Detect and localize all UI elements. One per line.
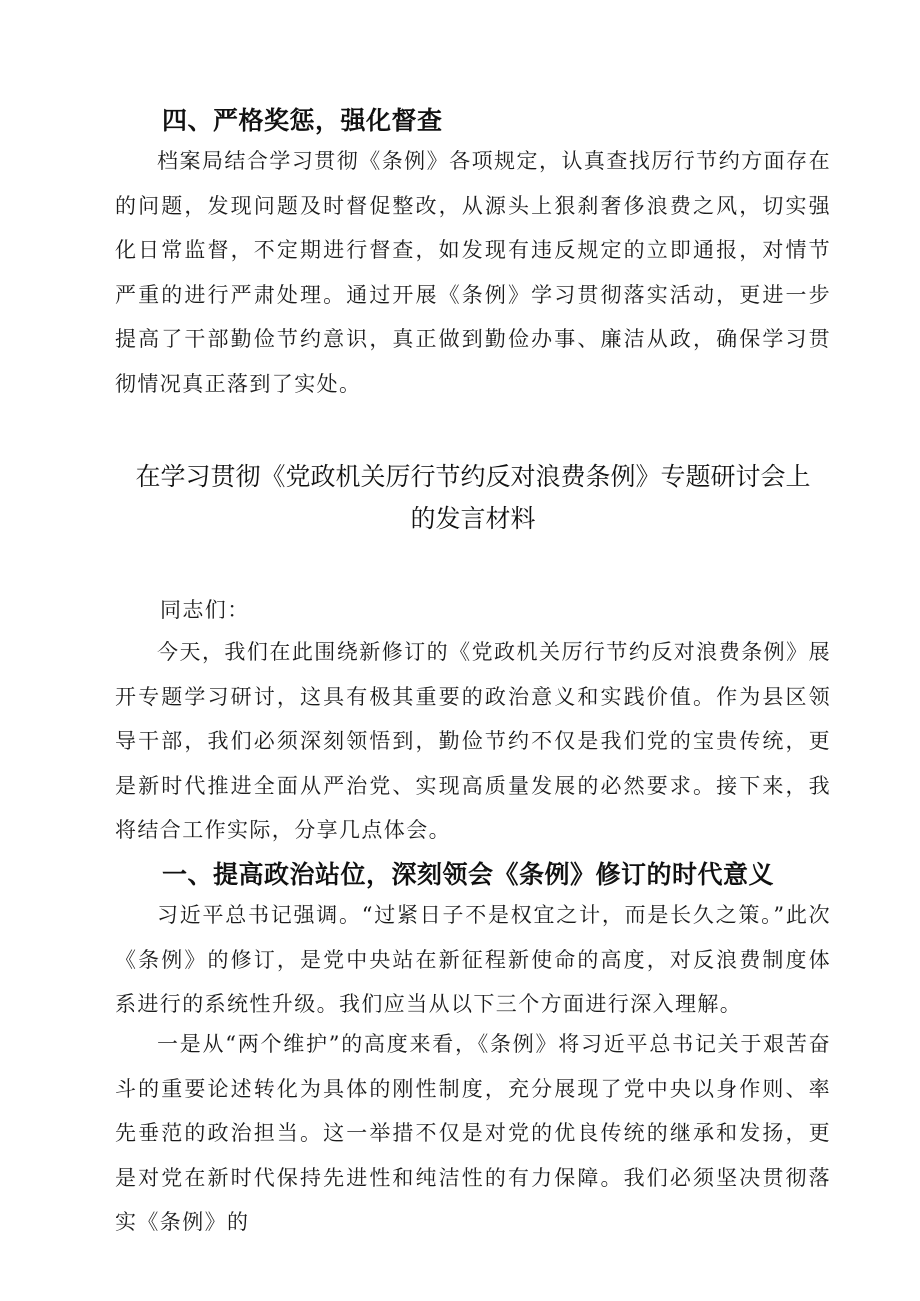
- speech-title-line-2: 的发言材料: [410, 504, 536, 533]
- section-4-heading: 四、严格奖惩，强化督查: [162, 106, 443, 135]
- section-1-paragraph: 习近平总书记强调。“过紧日子不是权宜之计，而是长久之策。”此次《条例》的修订，是党中央站在新征程新使命的高度，对反浪费制度体系进行的系统性升级。我们应当从以下三个方面进行深入理解。: [115, 903, 831, 1017]
- section-1-heading: 一、提高政治站位，深刻领会《条例》修订的时代意义: [162, 860, 775, 889]
- speech-title: [115, 456, 831, 540]
- section-4-paragraph: 档案局结合学习贯彻《条例》各项规定，认真查找厉行节约方面存在的问题，发现问题及时督促整改，从源头上狠刹奢侈浪费之风，切实强化日常监督，不定期进行督查，如发现有违反规定的立即通报，对情节严重的进行严肃处理。通过开展《条例》学习贯彻落实活动，更进一步提高了干部勤俭节约意识，真正做到勤俭办事、廉洁从政，确保学习贯彻情况真正落到了实处。: [115, 149, 831, 396]
- greeting: 同志们：: [160, 598, 250, 622]
- speech-title-line-1: 在学习贯彻《党政机关厉行节约反对浪费条例》专题研讨会上: [135, 462, 811, 491]
- intro-paragraph: 今天，我们在此围绕新修订的《党政机关厉行节约反对浪费条例》展开专题学习研讨，这具有极其重要的政治意义和实践价值。作为县区领导干部，我们必须深刻领悟到，勤俭节约不仅是我们党的宝贵传统，更是新时代推进全面从严治党、实现高质量发展的必然要求。接下来，我将结合工作实际，分享几点体会。: [115, 640, 831, 843]
- point-1-paragraph: 一是从“两个维护”的高度来看，《条例》将习近平总书记关于艰苦奋斗的重要论述转化为具体的刚性制度，充分展现了党中央以身作则、率先垂范的政治担当。这一举措不仅是对党的优良传统的继承和发扬，更是对党在新时代保持先进性和纯洁性的有力保障。我们必须坚决贯彻落实《条例》的: [115, 1032, 831, 1235]
